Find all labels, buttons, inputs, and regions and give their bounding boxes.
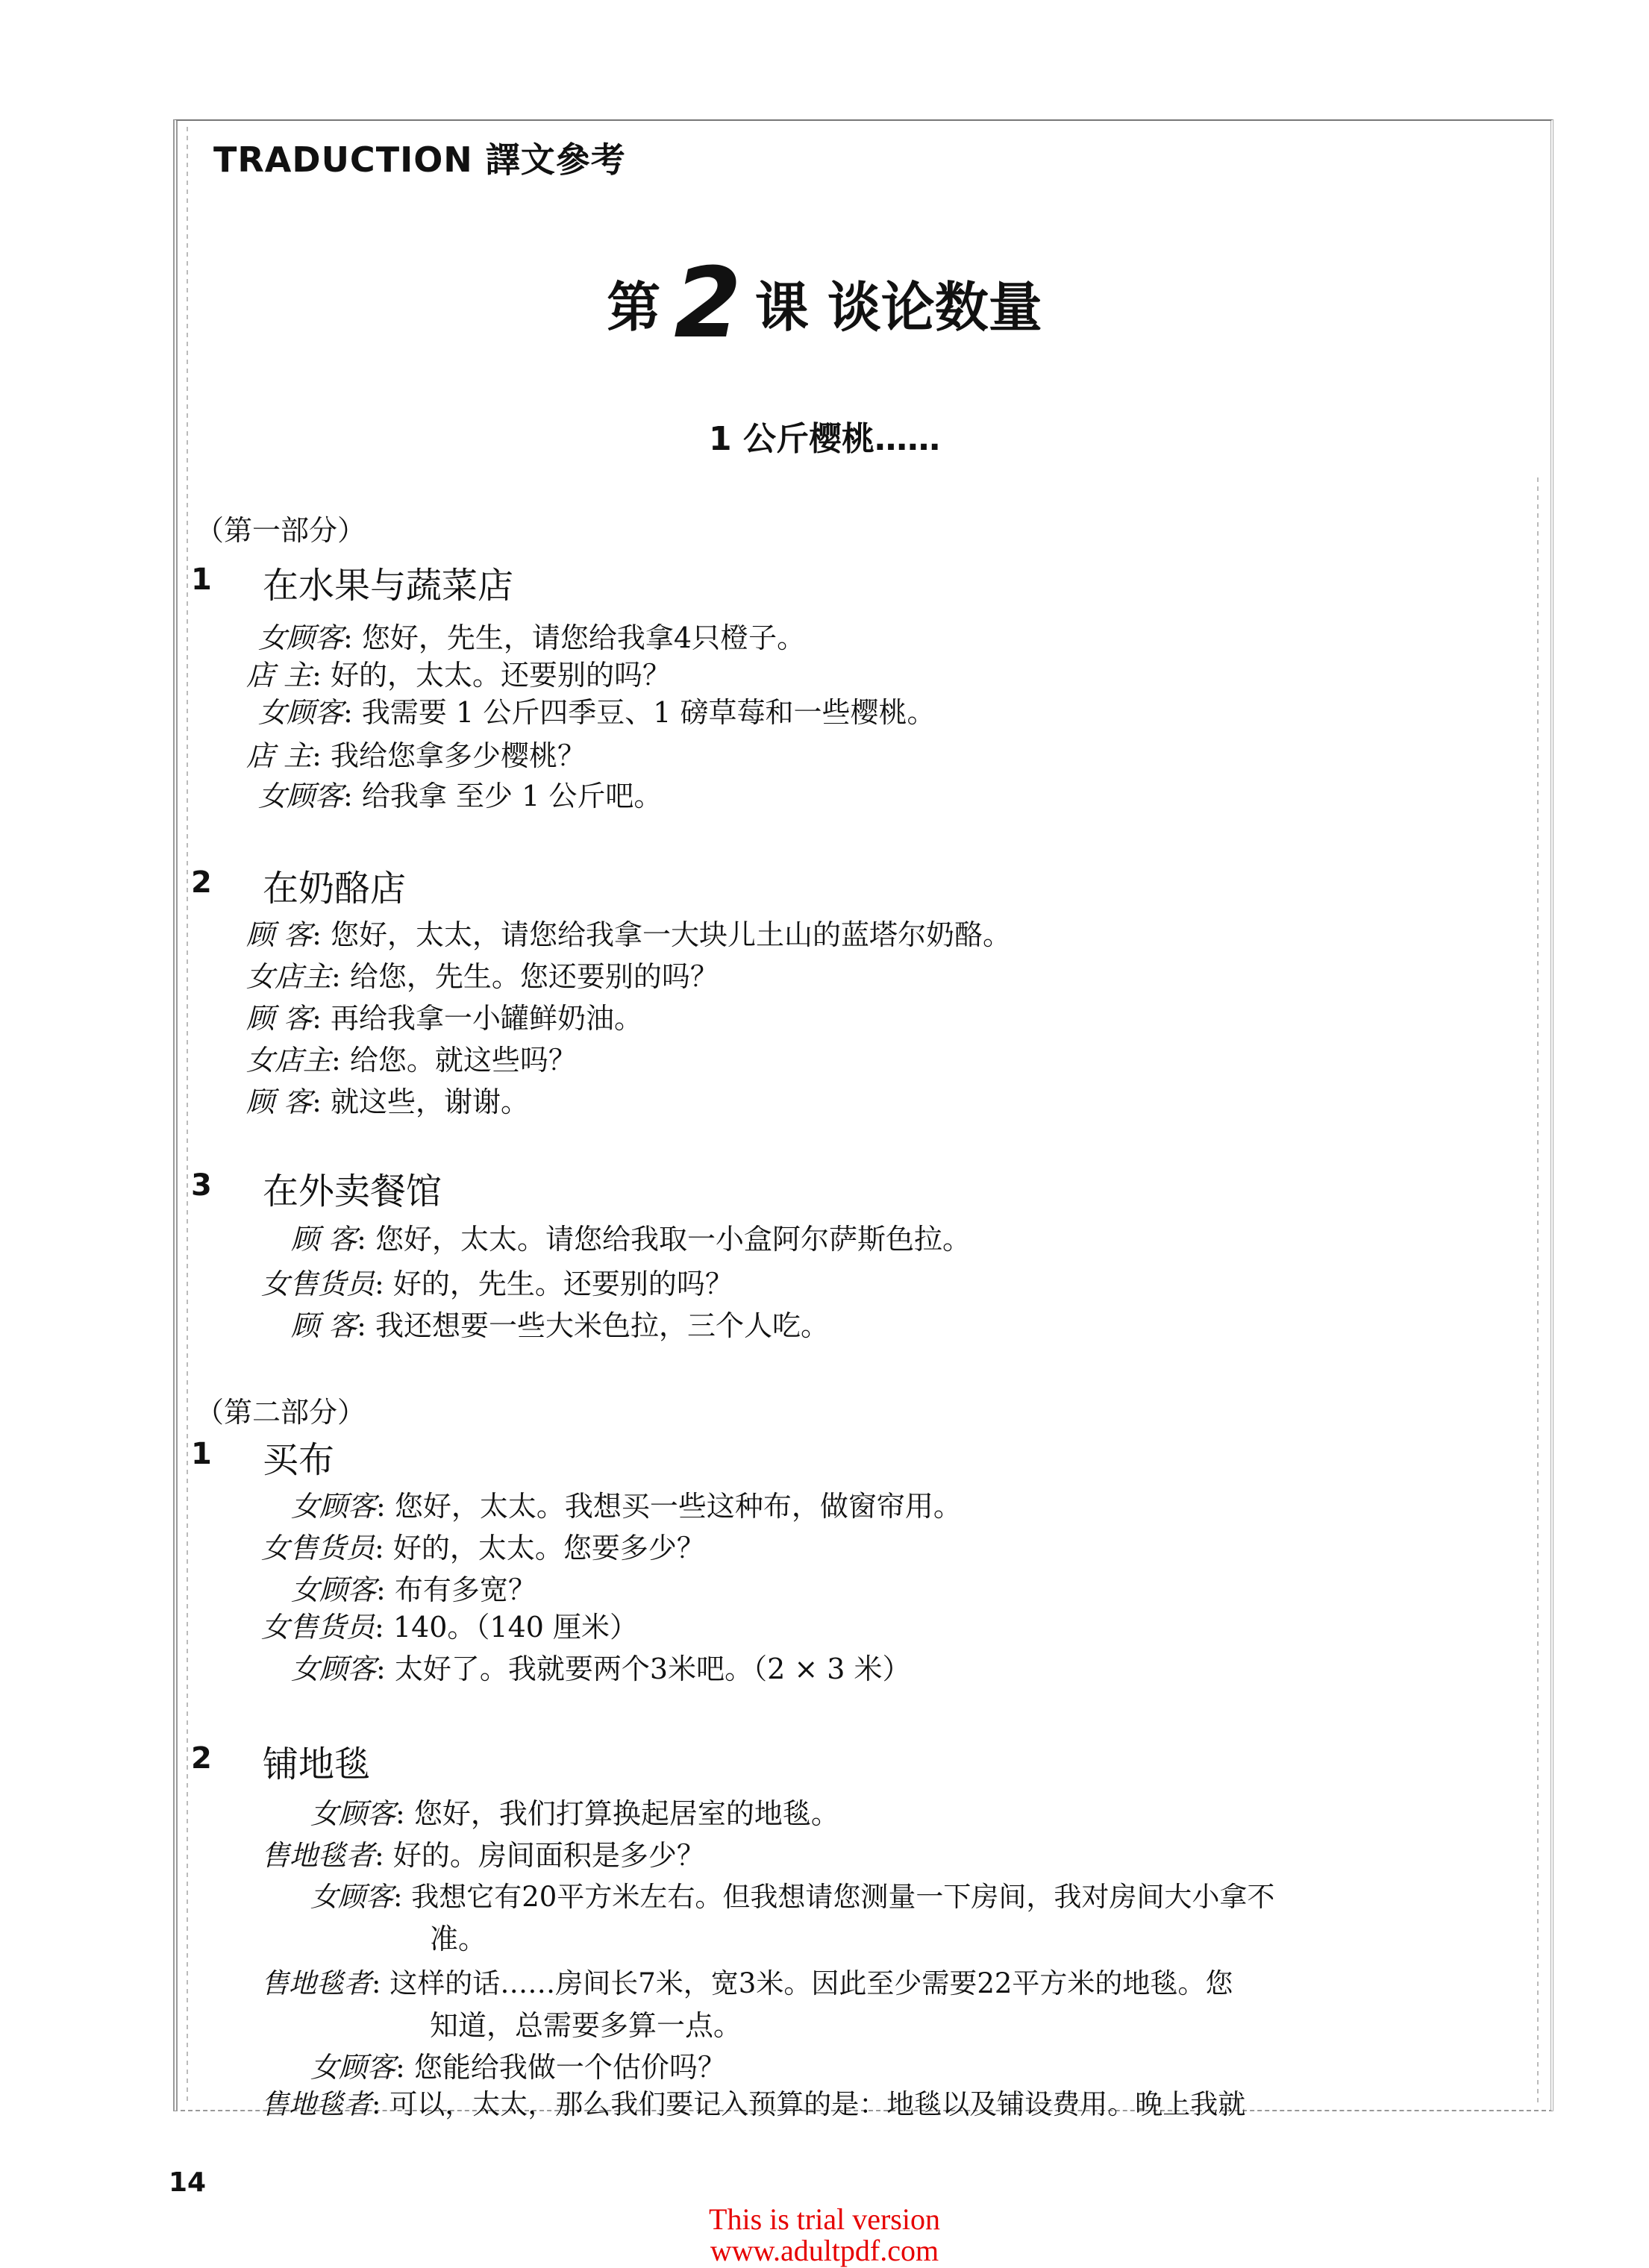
- dialogue-line: 女顾客: 您能给我做一个估价吗？: [310, 2051, 726, 2084]
- lesson-title: [0, 246, 1649, 360]
- section-title: 在水果与蔬菜店: [263, 565, 514, 607]
- page-number: 14: [169, 2167, 207, 2198]
- subtitle: 1 公斤樱桃……: [709, 420, 940, 458]
- dialogue-line: 店 主: 我给您拿多少樱桃？: [246, 739, 586, 772]
- scan-artifact: [1537, 477, 1539, 2104]
- dialogue-line-continued: 准。: [430, 1923, 487, 1955]
- dialogue-line: 女顾客: 我需要 1 公斤四季豆、1 磅草莓和一些樱桃。: [258, 696, 936, 729]
- dialogue-line: 女顾客: 您好，先生，请您给我拿4只橙子。: [258, 621, 806, 654]
- dialogue-line: 顾 客: 我还想要一些大米色拉，三个人吃。: [291, 1309, 829, 1342]
- part-label: （第一部分）: [195, 514, 366, 547]
- dialogue-line: 售地毯者: 可以，太太，那么我们要记入预算的是：地毯以及铺设费用。晚上我就: [261, 2088, 1246, 2120]
- dialogue-line: 售地毯者: 这样的话……房间长7米，宽3米。因此至少需要22平方米的地毯。您: [261, 1967, 1233, 1999]
- dialogue-line: 顾 客: 就这些，谢谢。: [246, 1086, 529, 1118]
- section-title: 买布: [263, 1439, 335, 1481]
- trial-watermark: This is trial version: [709, 2202, 940, 2236]
- dialogue-line: 顾 客: 您好，太太，请您给我拿一大块儿土山的蓝塔尔奶酪。: [246, 918, 1011, 951]
- dialogue-line: 女顾客: 您好，太太。我想买一些这种布，做窗帘用。: [291, 1490, 962, 1523]
- section-title: 铺地毯: [263, 1744, 371, 1785]
- dialogue-line: 女顾客: 您好，我们打算换起居室的地毯。: [310, 1797, 839, 1830]
- dialogue-line: 女售货员: 140。（140 厘米）: [261, 1611, 639, 1644]
- dialogue-line: 女店主: 给您，先生。您还要别的吗？: [246, 960, 719, 993]
- part-label: （第二部分）: [195, 1396, 366, 1429]
- section-number: 2: [191, 1741, 212, 1776]
- dialogue-line: 顾 客: 再给我拿一小罐鲜奶油。: [246, 1002, 642, 1035]
- dialogue-line: 店 主: 好的，太太。还要别的吗？: [246, 659, 671, 692]
- title-prefix: 第: [607, 276, 661, 339]
- trial-watermark-url: www.adultpdf.com: [710, 2234, 939, 2267]
- dialogue-line: 女顾客: 太好了。我就要两个3米吧。（2 × 3 米）: [291, 1653, 911, 1685]
- section-title: 在外卖餐馆: [263, 1171, 442, 1212]
- page-header: TRADUCTION 譯文參考: [213, 140, 626, 180]
- section-number: 2: [191, 865, 212, 900]
- section-number: 3: [191, 1168, 212, 1203]
- section-title: 在奶酪店: [263, 868, 407, 909]
- lesson-number: 2: [674, 246, 742, 360]
- section-number: 1: [191, 563, 212, 597]
- dialogue-line: 女顾客: 给我拿 至少 1 公斤吧。: [258, 780, 663, 812]
- title-suffix: 课 谈论数量: [754, 276, 1042, 339]
- section-number: 1: [191, 1437, 212, 1471]
- dialogue-line: 女售货员: 好的，太太。您要多少？: [261, 1532, 705, 1564]
- dialogue-line-continued: 知道，总需要多算一点。: [430, 2009, 742, 2042]
- dialogue-line: 女店主: 给您。就这些吗？: [246, 1044, 577, 1077]
- dialogue-line: 女售货员: 好的，先生。还要别的吗？: [261, 1268, 733, 1300]
- dialogue-line: 顾 客: 您好，太太。请您给我取一小盒阿尔萨斯色拉。: [291, 1223, 971, 1256]
- dialogue-line: 女顾客: 布有多宽？: [291, 1573, 536, 1606]
- dialogue-line: 女顾客: 我想它有20平方米左右。但我想请您测量一下房间，我对房间大小拿不: [310, 1881, 1275, 1913]
- dialogue-line: 售地毯者: 好的。房间面积是多少？: [261, 1839, 705, 1872]
